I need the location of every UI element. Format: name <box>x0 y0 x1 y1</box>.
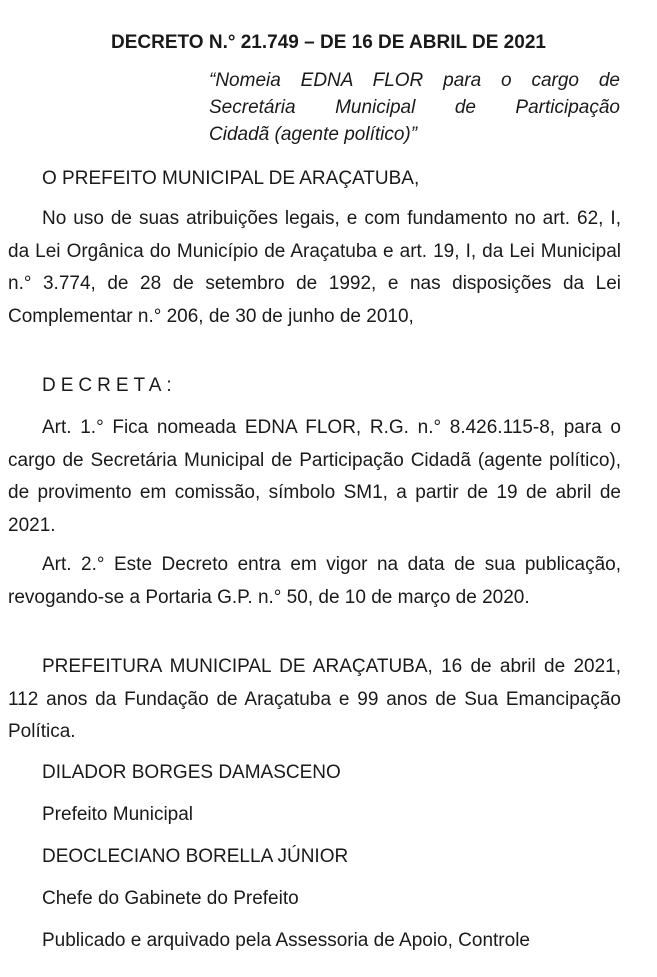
addressee: O PREFEITO MUNICIPAL DE ARAÇATUBA, <box>42 168 420 189</box>
closing-paragraph: PREFEITURA MUNICIPAL DE ARAÇATUBA, 16 de abril de 2021, 112 anos da Fundação de Araçatuba e 99 anos de Sua Emancipação Política. <box>8 656 621 742</box>
preamble-paragraph: No uso de suas atribuições legais, e com fundamento no art. 62, I, da Lei Orgânica do Município de Araçatuba e art. 19, I, da Lei Municipal n.° 3.774, de 28 de setembro de 1992, e nas disposições da Lei Complementar n.° 206, de 30 de junho de 2010, <box>8 208 621 327</box>
article-1: Art. 1.° Fica nomeada EDNA FLOR, R.G. n.° 8.426.115-8, para o cargo de Secretária Municipal de Participação Cidadã (agente político), de provimento em comissão, símbolo SM1, a partir de 19 de abril de 2021. <box>8 417 621 536</box>
decree-summary <box>209 67 620 148</box>
publication-footer: Publicado e arquivado pela Assessoria de Apoio, Controle <box>42 930 530 951</box>
signatory-2-role: Chefe do Gabinete do Prefeito <box>42 888 299 909</box>
signatory-1-role: Prefeito Municipal <box>42 804 194 825</box>
article-2: Art. 2.° Este Decreto entra em vigor na data de sua publicação, revogando-se a Portaria G.P. n.° 50, de 10 de março de 2020. <box>8 554 621 608</box>
decreta-heading: DECRETA: <box>42 375 177 396</box>
summary-line: Secretária Municipal de Participação <box>209 97 620 118</box>
decree-title: DECRETO N.° 21.749 – DE 16 DE ABRIL DE 2021 <box>111 32 546 53</box>
signatory-2-name: DEOCLECIANO BORELLA JÚNIOR <box>42 846 349 867</box>
summary-line: “Nomeia EDNA FLOR para o cargo de <box>209 70 620 91</box>
summary-line: Cidadã (agente político)” <box>209 124 418 145</box>
signatory-1-name: DILADOR BORGES DAMASCENO <box>42 762 341 783</box>
